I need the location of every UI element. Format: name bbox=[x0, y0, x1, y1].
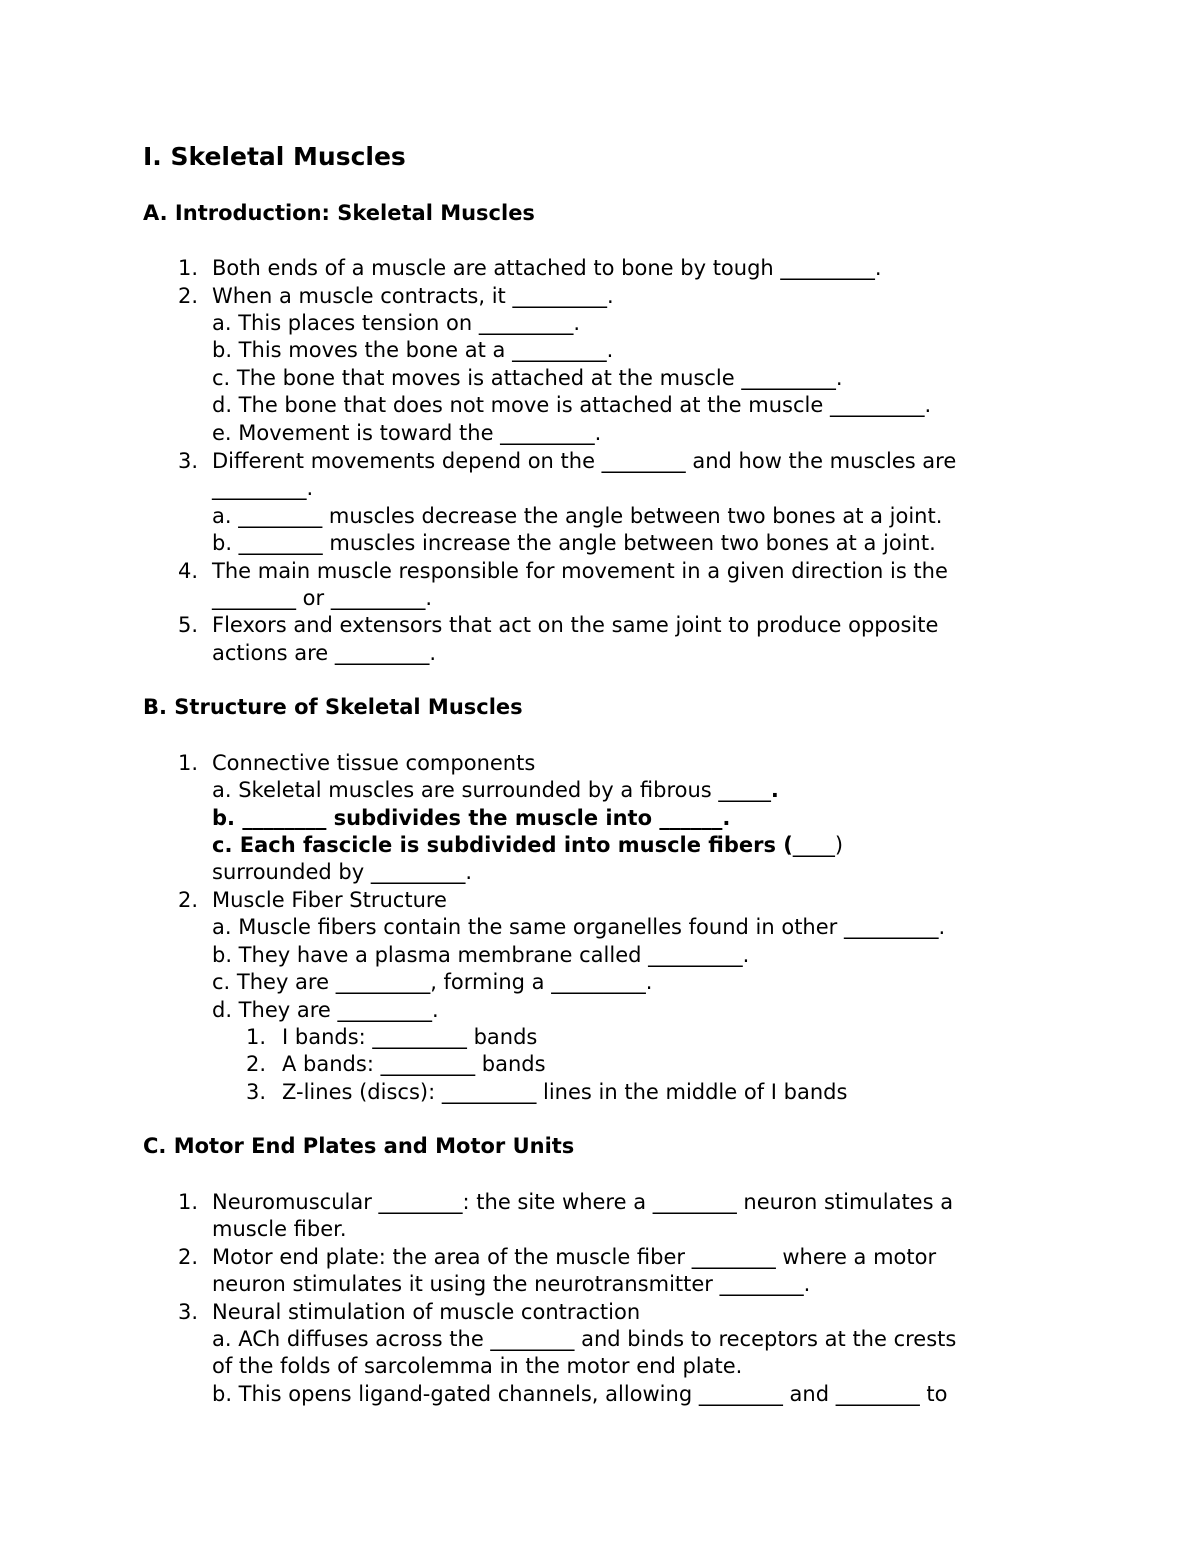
list-item: _________. bbox=[212, 476, 314, 500]
list-item: b. They have a plasma membrane called _________. bbox=[212, 943, 750, 967]
list-item: d. They are _________. bbox=[212, 998, 439, 1022]
list-item: c. The bone that moves is attached at the muscle _________. bbox=[212, 366, 843, 390]
list-number: 1. bbox=[177, 256, 198, 280]
list-item-bold-tail: . bbox=[770, 778, 779, 802]
list-item-bold-text: c. Each fascicle is subdivided into muscle fibers ( bbox=[212, 833, 793, 857]
list-number: 2. bbox=[177, 284, 198, 308]
list-item: Z-lines (discs): _________ lines in the middle of I bands bbox=[282, 1080, 848, 1104]
list-item: a. Muscle fibers contain the same organelles found in other _________. bbox=[212, 915, 946, 939]
list-number: 3. bbox=[245, 1080, 266, 1104]
list-item: a. ________ muscles decrease the angle between two bones at a joint. bbox=[212, 504, 943, 528]
list-item: of the folds of sarcolemma in the motor end plate. bbox=[212, 1354, 743, 1378]
list-number: 1. bbox=[177, 1190, 198, 1214]
list-item: Neural stimulation of muscle contraction bbox=[212, 1300, 641, 1324]
list-number: 2. bbox=[245, 1052, 266, 1076]
list-item: surrounded by _________. bbox=[212, 860, 473, 884]
list-item: muscle fiber. bbox=[212, 1217, 347, 1241]
list-number: 4. bbox=[177, 559, 198, 583]
list-item: Both ends of a muscle are attached to bone by tough _________. bbox=[212, 256, 882, 280]
list-item: Flexors and extensors that act on the same joint to produce opposite bbox=[212, 613, 939, 637]
list-item: b. ________ muscles increase the angle between two bones at a joint. bbox=[212, 531, 936, 555]
list-item: c. They are _________, forming a _________. bbox=[212, 970, 653, 994]
list-number: 1. bbox=[177, 751, 198, 775]
list-item: The main muscle responsible for movement in a given direction is the bbox=[212, 559, 948, 583]
list-item: When a muscle contracts, it _________. bbox=[212, 284, 614, 308]
page-title: I. Skeletal Muscles bbox=[143, 142, 406, 171]
section-a-heading: A. Introduction: Skeletal Muscles bbox=[143, 201, 535, 225]
list-item: e. Movement is toward the _________. bbox=[212, 421, 602, 445]
list-number: 1. bbox=[245, 1025, 266, 1049]
list-item: I bands: _________ bands bbox=[282, 1025, 538, 1049]
list-item: A bands: _________ bands bbox=[282, 1052, 546, 1076]
list-item: a. This places tension on _________. bbox=[212, 311, 581, 335]
list-item: a. ACh diffuses across the ________ and binds to receptors at the crests bbox=[212, 1327, 957, 1351]
list-item: Muscle Fiber Structure bbox=[212, 888, 447, 912]
list-item bbox=[212, 831, 843, 859]
list-item-text: a. Skeletal muscles are surrounded by a fibrous _____ bbox=[212, 778, 771, 802]
list-item: b. This moves the bone at a _________. bbox=[212, 338, 614, 362]
list-number: 3. bbox=[177, 449, 198, 473]
list-number: 5. bbox=[177, 613, 198, 637]
list-item: b. ________ subdivides the muscle into ______. bbox=[212, 806, 731, 830]
list-number: 3. bbox=[177, 1300, 198, 1324]
list-item: Motor end plate: the area of the muscle fiber ________ where a motor bbox=[212, 1245, 937, 1269]
list-number: 2. bbox=[177, 888, 198, 912]
list-number: 2. bbox=[177, 1245, 198, 1269]
list-item: Different movements depend on the ________ and how the muscles are bbox=[212, 449, 957, 473]
list-item: Neuromuscular ________: the site where a ________ neuron stimulates a bbox=[212, 1190, 954, 1214]
list-item: ________ or _________. bbox=[212, 586, 433, 610]
section-b-heading: B. Structure of Skeletal Muscles bbox=[143, 695, 523, 719]
list-item: b. This opens ligand-gated channels, allowing ________ and ________ to bbox=[212, 1382, 948, 1406]
list-item bbox=[212, 776, 779, 804]
section-c-heading: C. Motor End Plates and Motor Units bbox=[143, 1134, 575, 1158]
list-item: actions are _________. bbox=[212, 641, 437, 665]
list-item-tail: ____) bbox=[792, 833, 844, 857]
list-item: neuron stimulates it using the neurotransmitter ________. bbox=[212, 1272, 811, 1296]
list-item: Connective tissue components bbox=[212, 751, 536, 775]
list-item: d. The bone that does not move is attached at the muscle _________. bbox=[212, 393, 932, 417]
